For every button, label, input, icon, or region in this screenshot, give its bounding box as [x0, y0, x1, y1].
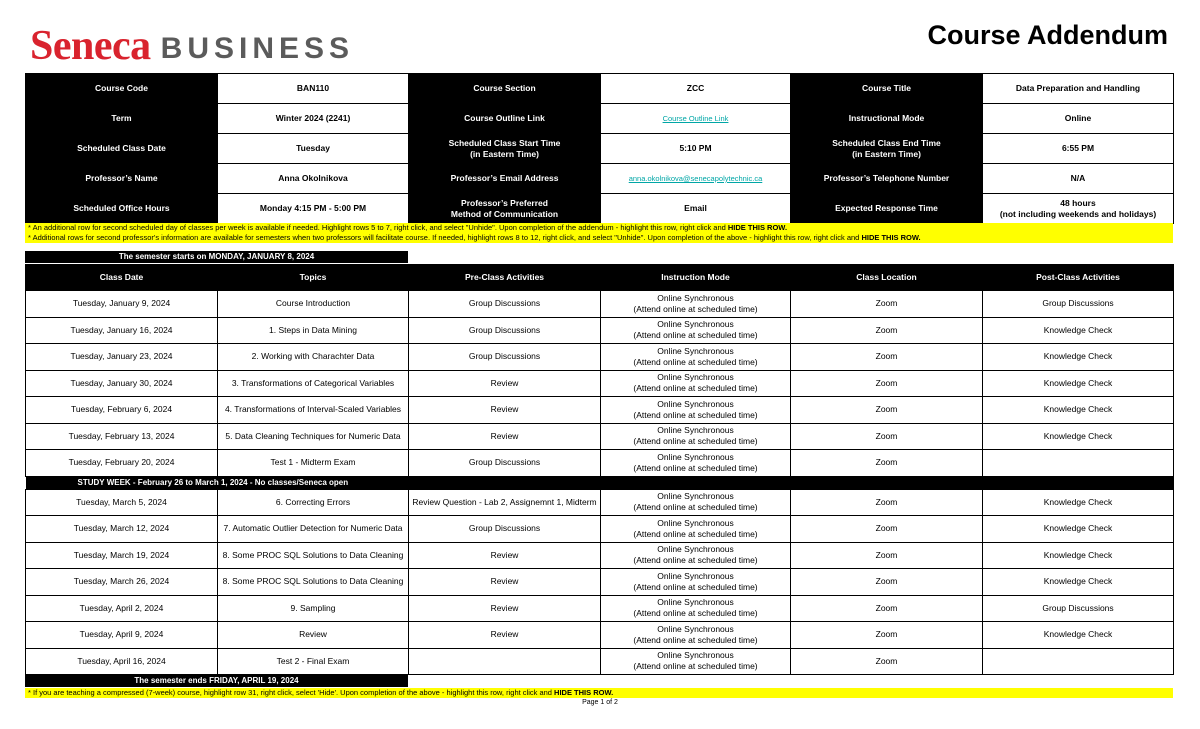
topic-cell: 2. Working with Charachter Data — [218, 344, 409, 371]
instruction-mode-line1: Online Synchronous — [657, 650, 734, 661]
logo-business-text: BUSINESS — [160, 32, 355, 65]
post-class-cell: Group Discussions — [983, 595, 1174, 622]
info-row — [26, 74, 1174, 104]
instruction-mode-line2: (Attend online at scheduled time) — [633, 330, 758, 341]
schedule-row — [26, 595, 1174, 622]
class-date-cell: Tuesday, January 9, 2024 — [26, 291, 218, 318]
instruction-mode-line1: Online Synchronous — [657, 570, 734, 581]
instruction-mode-cell — [601, 344, 791, 371]
instruction-mode-line2: (Attend online at scheduled time) — [633, 462, 758, 473]
instruction-mode-cell — [601, 450, 791, 477]
pre-class-cell: Review — [409, 370, 601, 397]
schedule-body — [26, 265, 1174, 675]
topic-cell: Test 2 - Final Exam — [218, 648, 409, 675]
post-class-cell: Knowledge Check — [983, 569, 1174, 596]
instruction-mode-line2: (Attend online at scheduled time) — [633, 528, 758, 539]
schedule-row — [26, 450, 1174, 477]
post-class-cell — [983, 648, 1174, 675]
post-class-cell: Knowledge Check — [983, 317, 1174, 344]
class-end-time-label-line2: (in Eastern Time) — [852, 148, 921, 159]
class-location-cell: Zoom — [791, 317, 983, 344]
post-class-cell: Knowledge Check — [983, 489, 1174, 516]
semester-start-banner: The semester starts on MONDAY, JANUARY 8, 2024 — [25, 251, 408, 263]
instruction-mode-line1: Online Synchronous — [657, 345, 734, 356]
topic-cell: Review — [218, 622, 409, 649]
instruction-mode-line1: Online Synchronous — [657, 623, 734, 634]
topic-cell: Course Introduction — [218, 291, 409, 318]
communication-method-label-line2: Method of Communication — [450, 208, 559, 219]
schedule-row — [26, 648, 1174, 675]
class-location-cell: Zoom — [791, 397, 983, 424]
class-location-cell: Zoom — [791, 489, 983, 516]
office-hours-value: Monday 4:15 PM - 5:00 PM — [218, 194, 409, 224]
instruction-mode-line1: Online Synchronous — [657, 517, 734, 528]
topic-cell: Test 1 - Midterm Exam — [218, 450, 409, 477]
header-class-date: Class Date — [26, 265, 218, 291]
instruction-mode-line1: Online Synchronous — [657, 544, 734, 555]
info-row — [26, 164, 1174, 194]
header-post-class-activities: Post-Class Activities — [983, 265, 1174, 291]
class-start-time-label — [409, 134, 601, 164]
pre-class-cell: Review — [409, 622, 601, 649]
professor-phone-label: Professor’s Telephone Number — [791, 164, 983, 194]
communication-method-label-line1: Professor’s Preferred — [461, 197, 548, 208]
page-header — [0, 0, 1200, 72]
course-outline-link-label: Course Outline Link — [409, 104, 601, 134]
post-class-cell: Knowledge Check — [983, 370, 1174, 397]
schedule-row — [26, 423, 1174, 450]
term-label: Term — [26, 104, 218, 134]
topic-cell: 8. Some PROC SQL Solutions to Data Cleaning — [218, 569, 409, 596]
pre-class-cell: Group Discussions — [409, 317, 601, 344]
class-location-cell: Zoom — [791, 622, 983, 649]
header-topics: Topics — [218, 265, 409, 291]
class-location-cell: Zoom — [791, 450, 983, 477]
pre-class-cell — [409, 648, 601, 675]
response-time-value-line2: (not including weekends and holidays) — [999, 208, 1157, 219]
schedule-row — [26, 542, 1174, 569]
schedule-row — [26, 291, 1174, 318]
instruction-mode-line1: Online Synchronous — [657, 425, 734, 436]
class-date-cell: Tuesday, February 13, 2024 — [26, 423, 218, 450]
post-class-cell: Knowledge Check — [983, 397, 1174, 424]
professor-name-label: Professor’s Name — [26, 164, 218, 194]
professor-phone-value: N/A — [983, 164, 1174, 194]
post-class-cell: Knowledge Check — [983, 423, 1174, 450]
post-class-cell: Group Discussions — [983, 291, 1174, 318]
schedule-table — [25, 264, 1174, 675]
header-instruction-mode: Instruction Mode — [601, 265, 791, 291]
class-start-time-value: 5:10 PM — [601, 134, 791, 164]
pre-class-cell: Group Discussions — [409, 344, 601, 371]
pre-class-cell: Review — [409, 542, 601, 569]
instruction-mode-cell — [601, 397, 791, 424]
document-title: Course Addendum — [927, 20, 1168, 50]
instructional-mode-value: Online — [983, 104, 1174, 134]
class-date-cell: Tuesday, April 2, 2024 — [26, 595, 218, 622]
course-code-label: Course Code — [26, 74, 218, 104]
instruction-mode-cell — [601, 516, 791, 543]
pre-class-cell: Group Discussions — [409, 450, 601, 477]
course-title-label: Course Title — [791, 74, 983, 104]
info-row — [26, 104, 1174, 134]
instruction-mode-line2: (Attend online at scheduled time) — [633, 634, 758, 645]
instruction-mode-cell — [601, 423, 791, 450]
class-location-cell: Zoom — [791, 423, 983, 450]
response-time-label: Expected Response Time — [791, 194, 983, 224]
instruction-mode-line2: (Attend online at scheduled time) — [633, 383, 758, 394]
instruction-mode-line2: (Attend online at scheduled time) — [633, 581, 758, 592]
topic-cell: 4. Transformations of Interval-Scaled Variables — [218, 397, 409, 424]
scheduled-class-date-label: Scheduled Class Date — [26, 134, 218, 164]
class-date-cell: Tuesday, January 16, 2024 — [26, 317, 218, 344]
course-code-value: BAN110 — [218, 74, 409, 104]
post-class-cell: Knowledge Check — [983, 622, 1174, 649]
course-info-table — [25, 73, 1174, 224]
topic-cell: 6. Correcting Errors — [218, 489, 409, 516]
topic-cell: 9. Sampling — [218, 595, 409, 622]
instruction-mode-line1: Online Synchronous — [657, 292, 734, 303]
class-date-cell: Tuesday, April 9, 2024 — [26, 622, 218, 649]
instruction-mode-line2: (Attend online at scheduled time) — [633, 661, 758, 672]
pre-class-cell: Review Question - Lab 2, Assignemnt 1, Midterm — [409, 489, 601, 516]
class-date-cell: Tuesday, March 5, 2024 — [26, 489, 218, 516]
schedule-header-row — [26, 265, 1174, 291]
professor-name-value: Anna Okolnikova — [218, 164, 409, 194]
class-start-time-label-line2: (in Eastern Time) — [470, 148, 539, 159]
class-date-cell: Tuesday, March 26, 2024 — [26, 569, 218, 596]
instruction-mode-cell — [601, 542, 791, 569]
page-number: Page 1 of 2 — [582, 699, 618, 706]
instruction-mode-line1: Online Synchronous — [657, 491, 734, 502]
schedule-row — [26, 344, 1174, 371]
course-outline-link-cell — [601, 104, 791, 134]
logo-seneca-text: Seneca — [30, 23, 151, 69]
pre-class-cell: Review — [409, 423, 601, 450]
class-start-time-label-line1: Scheduled Class Start Time — [448, 137, 561, 148]
course-outline-link[interactable]: Course Outline Link — [662, 114, 729, 123]
course-section-label: Course Section — [409, 74, 601, 104]
post-class-cell: Knowledge Check — [983, 542, 1174, 569]
pre-class-cell: Review — [409, 397, 601, 424]
header-pre-class-activities: Pre-Class Activities — [409, 265, 601, 291]
class-location-cell: Zoom — [791, 516, 983, 543]
topic-cell: 1. Steps in Data Mining — [218, 317, 409, 344]
topic-cell: 8. Some PROC SQL Solutions to Data Cleaning — [218, 542, 409, 569]
note-line-2: * Additional rows for second professor's information are available for semesters when two professors will facilitate course. If needed, highlight rows 8 to 12, right click, and select "Unhide". Upon completion of the above - highlight this row, right click and HIDE THIS ROW. — [28, 233, 921, 242]
instruction-notes — [25, 223, 1173, 243]
instruction-mode-cell — [601, 291, 791, 318]
office-hours-label: Scheduled Office Hours — [26, 194, 218, 224]
info-row — [26, 194, 1174, 224]
class-location-cell: Zoom — [791, 344, 983, 371]
class-end-time-label — [791, 134, 983, 164]
note-line-1: * An additional row for second scheduled day of classes per week is available if needed. Highlight rows 5 to 7, right click, and select "Unhide". Upon completion of the addendum - highlight this row, right click and HIDE THIS ROW. — [28, 223, 788, 232]
topic-cell: 3. Transformations of Categorical Variables — [218, 370, 409, 397]
semester-end-banner: The semester ends FRIDAY, APRIL 19, 2024 — [25, 675, 408, 687]
class-date-cell: Tuesday, April 16, 2024 — [26, 648, 218, 675]
instruction-mode-line2: (Attend online at scheduled time) — [633, 303, 758, 314]
schedule-row — [26, 622, 1174, 649]
instruction-mode-line1: Online Synchronous — [657, 398, 734, 409]
instruction-mode-line2: (Attend online at scheduled time) — [633, 356, 758, 367]
instruction-mode-line1: Online Synchronous — [657, 597, 734, 608]
instruction-mode-line1: Online Synchronous — [657, 451, 734, 462]
pre-class-cell: Group Discussions — [409, 291, 601, 318]
schedule-row — [26, 370, 1174, 397]
schedule-row — [26, 569, 1174, 596]
instruction-mode-cell — [601, 569, 791, 596]
professor-email-link[interactable]: anna.okolnikova@senecapolytechnic.ca — [628, 174, 763, 183]
instruction-mode-cell — [601, 489, 791, 516]
class-date-cell: Tuesday, February 20, 2024 — [26, 450, 218, 477]
scheduled-class-date-value: Tuesday — [218, 134, 409, 164]
communication-method-value: Email — [601, 194, 791, 224]
class-location-cell: Zoom — [791, 291, 983, 318]
pre-class-cell: Review — [409, 569, 601, 596]
class-location-cell: Zoom — [791, 569, 983, 596]
schedule-row — [26, 397, 1174, 424]
class-date-cell: Tuesday, March 12, 2024 — [26, 516, 218, 543]
instruction-mode-line2: (Attend online at scheduled time) — [633, 608, 758, 619]
term-value: Winter 2024 (2241) — [218, 104, 409, 134]
post-class-cell: Knowledge Check — [983, 516, 1174, 543]
instruction-mode-cell — [601, 317, 791, 344]
professor-email-label: Professor’s Email Address — [409, 164, 601, 194]
class-date-cell: Tuesday, March 19, 2024 — [26, 542, 218, 569]
class-date-cell: Tuesday, January 30, 2024 — [26, 370, 218, 397]
class-end-time-label-line1: Scheduled Class End Time — [832, 137, 941, 148]
instruction-mode-line2: (Attend online at scheduled time) — [633, 555, 758, 566]
study-week-banner: STUDY WEEK - February 26 to March 1, 2024 - No classes/Seneca open — [26, 476, 1174, 489]
schedule-row — [26, 489, 1174, 516]
class-date-cell: Tuesday, January 23, 2024 — [26, 344, 218, 371]
instructional-mode-label: Instructional Mode — [791, 104, 983, 134]
class-location-cell: Zoom — [791, 648, 983, 675]
class-location-cell: Zoom — [791, 595, 983, 622]
schedule-row — [26, 516, 1174, 543]
instruction-mode-line2: (Attend online at scheduled time) — [633, 409, 758, 420]
communication-method-label — [409, 194, 601, 224]
course-title-value: Data Preparation and Handling — [983, 74, 1174, 104]
post-class-cell: Knowledge Check — [983, 344, 1174, 371]
class-end-time-value: 6:55 PM — [983, 134, 1174, 164]
pre-class-cell: Group Discussions — [409, 516, 601, 543]
seneca-business-logo — [30, 23, 355, 69]
header-class-location: Class Location — [791, 265, 983, 291]
instruction-mode-cell — [601, 595, 791, 622]
topic-cell: 7. Automatic Outlier Detection for Numeric Data — [218, 516, 409, 543]
response-time-value-line1: 48 hours — [1060, 197, 1096, 208]
instruction-mode-cell — [601, 622, 791, 649]
info-row — [26, 134, 1174, 164]
class-location-cell: Zoom — [791, 370, 983, 397]
professor-email-cell — [601, 164, 791, 194]
class-date-cell: Tuesday, February 6, 2024 — [26, 397, 218, 424]
course-section-value: ZCC — [601, 74, 791, 104]
instruction-mode-line2: (Attend online at scheduled time) — [633, 436, 758, 447]
instruction-mode-line2: (Attend online at scheduled time) — [633, 502, 758, 513]
instruction-mode-line1: Online Synchronous — [657, 372, 734, 383]
post-class-cell — [983, 450, 1174, 477]
topic-cell: 5. Data Cleaning Techniques for Numeric Data — [218, 423, 409, 450]
instruction-mode-cell — [601, 370, 791, 397]
class-location-cell: Zoom — [791, 542, 983, 569]
study-week-row — [26, 476, 1174, 489]
response-time-value — [983, 194, 1174, 224]
compressed-course-note: * If you are teaching a compressed (7-week) course, highlight row 31, right click, select 'Hide'. Upon completion of the above - highlight this row, right click and HIDE THIS ROW. — [25, 688, 1173, 698]
schedule-row — [26, 317, 1174, 344]
instruction-mode-line1: Online Synchronous — [657, 319, 734, 330]
pre-class-cell: Review — [409, 595, 601, 622]
instruction-mode-cell — [601, 648, 791, 675]
